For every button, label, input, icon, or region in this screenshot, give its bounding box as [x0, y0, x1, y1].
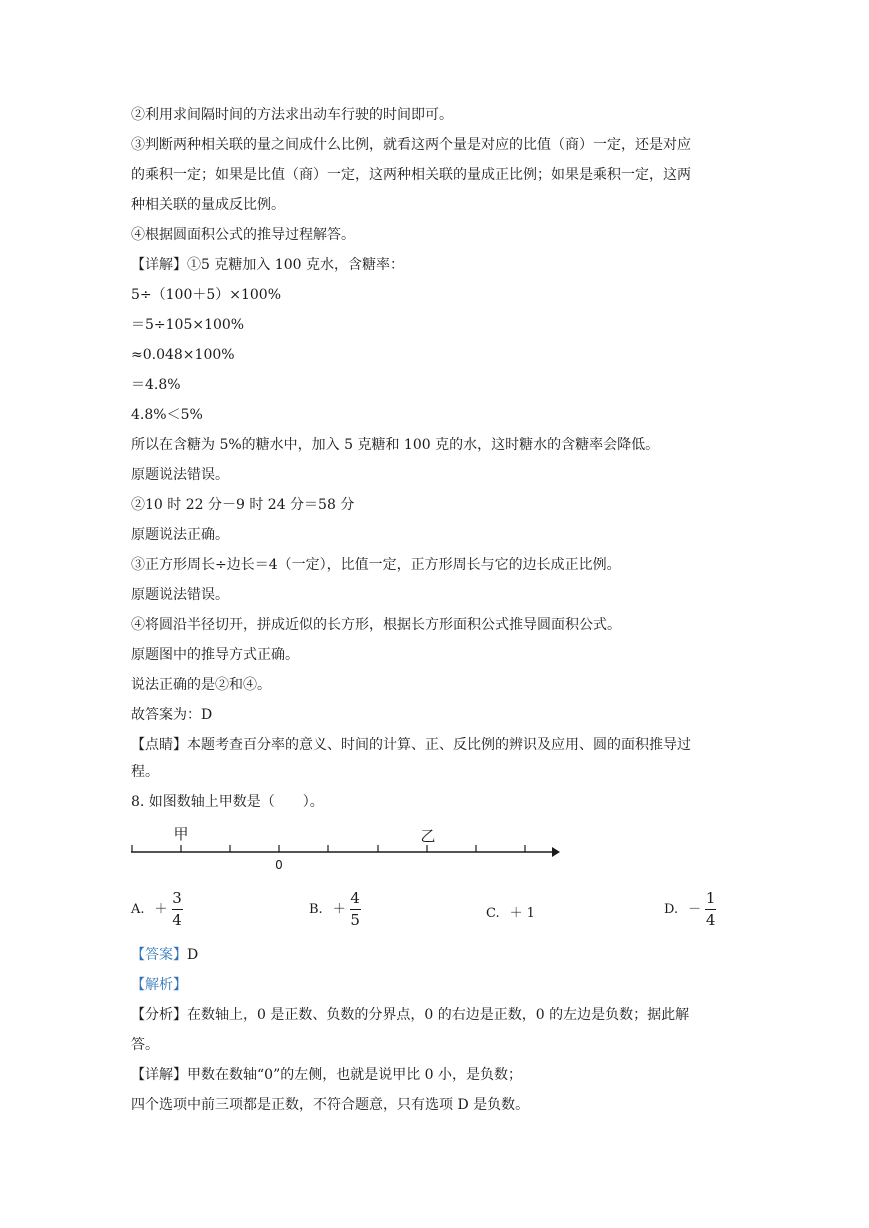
analysis-tag: 【解析】: [131, 977, 187, 993]
fraction-bar: [172, 909, 183, 910]
fraction-numerator: 3: [172, 889, 182, 907]
option-letter: C.: [486, 906, 500, 921]
text-line: 四个选项中前三项都是正数，不符合题意，只有选项 D 是负数。: [131, 1097, 530, 1113]
option-letter: D.: [664, 901, 679, 917]
text-line: ＝4.8%: [131, 377, 181, 393]
text-line: 程。: [131, 764, 159, 780]
text-line: 所以在含糖为 5%的糖水中，加入 5 克糖和 100 克的水，这时糖水的含糖率会降低。: [131, 437, 660, 453]
text-line: 的乘积一定；如果是比值（商）一定，这两种相关联的量成正比例；如果是乘积一定，这两: [131, 167, 691, 183]
text-line: 【详解】①5 克糖加入 100 克水，含糖率：: [131, 257, 404, 273]
option-value: 1: [526, 906, 535, 921]
fraction-bar: [705, 909, 716, 910]
option-letter: B.: [309, 901, 323, 917]
text-line: 4.8%＜5%: [131, 407, 203, 423]
fraction-numerator: 4: [350, 889, 360, 907]
option-b: [309, 890, 361, 929]
text-line: ≈0.048×100%: [131, 347, 235, 363]
text-line: 【详解】甲数在数轴“0”的左侧，也就是说甲比 0 小，是负数；: [131, 1067, 523, 1083]
option-sign: ＋: [509, 906, 523, 921]
text-line: 说法正确的是②和④。: [131, 677, 271, 693]
text-line: ＝5÷105×100%: [131, 317, 245, 333]
text-line: 故答案为：D: [131, 707, 213, 723]
fraction-bar: [350, 909, 361, 910]
option-c: [486, 904, 535, 924]
fraction-numerator: 1: [705, 889, 716, 907]
option-a: [131, 890, 183, 929]
option-sign: －: [688, 901, 702, 917]
fraction-denominator: 5: [350, 911, 360, 929]
fraction-denominator: 4: [705, 911, 716, 929]
text-line: ④根据圆面积公式的推导过程解答。: [131, 227, 355, 243]
label-yi: 乙: [420, 827, 436, 845]
text-line: 【点睛】本题考查百分率的意义、时间的计算、正、反比例的辨识及应用、圆的面积推导过: [131, 737, 691, 753]
question-8-stem: 8. 如图数轴上甲数是（ ）。: [131, 794, 324, 810]
text-line: 种相关联的量成反比例。: [131, 197, 285, 213]
label-zero: 0: [275, 858, 283, 872]
option-d: [664, 890, 716, 929]
answer-line: [131, 945, 198, 965]
answer-tag: 【答案】: [131, 947, 187, 963]
text-line: 原题说法正确。: [131, 527, 229, 543]
fraction-denominator: 4: [172, 911, 182, 929]
text-line: ③判断两种相关联的量之间成什么比例，就看这两个量是对应的比值（商）一定，还是对应: [131, 137, 691, 153]
option-sign: ＋: [332, 901, 346, 917]
label-jia: 甲: [173, 825, 189, 843]
text-line: ②利用求间隔时间的方法求出动车行驶的时间即可。: [131, 107, 453, 123]
text-line: 5÷（100＋5）×100%: [131, 287, 282, 303]
text-line: 答。: [131, 1037, 159, 1053]
text-line: 原题说法错误。: [131, 587, 229, 603]
text-line: 原题说法错误。: [131, 467, 229, 483]
option-fraction: [350, 890, 361, 929]
answer-value: D: [187, 947, 199, 963]
text-line: 【分析】在数轴上，0 是正数、负数的分界点，0 的右边是正数，0 的左边是负数；据此解: [131, 1007, 690, 1023]
option-sign: ＋: [154, 901, 168, 917]
option-letter: A.: [131, 901, 145, 917]
text-line: 原题图中的推导方式正确。: [131, 647, 299, 663]
text-line: ②10 时 22 分－9 时 24 分＝58 分: [131, 497, 355, 513]
option-fraction: [172, 890, 183, 929]
text-line: ③正方形周长÷边长＝4（一定），比值一定，正方形周长与它的边长成正比例。: [131, 557, 621, 573]
number-line-figure: [128, 820, 568, 876]
option-fraction: [705, 890, 716, 929]
arrow-right-icon: [552, 847, 560, 857]
text-line: ④将圆沿半径切开，拼成近似的长方形，根据长方形面积公式推导圆面积公式。: [131, 617, 621, 633]
